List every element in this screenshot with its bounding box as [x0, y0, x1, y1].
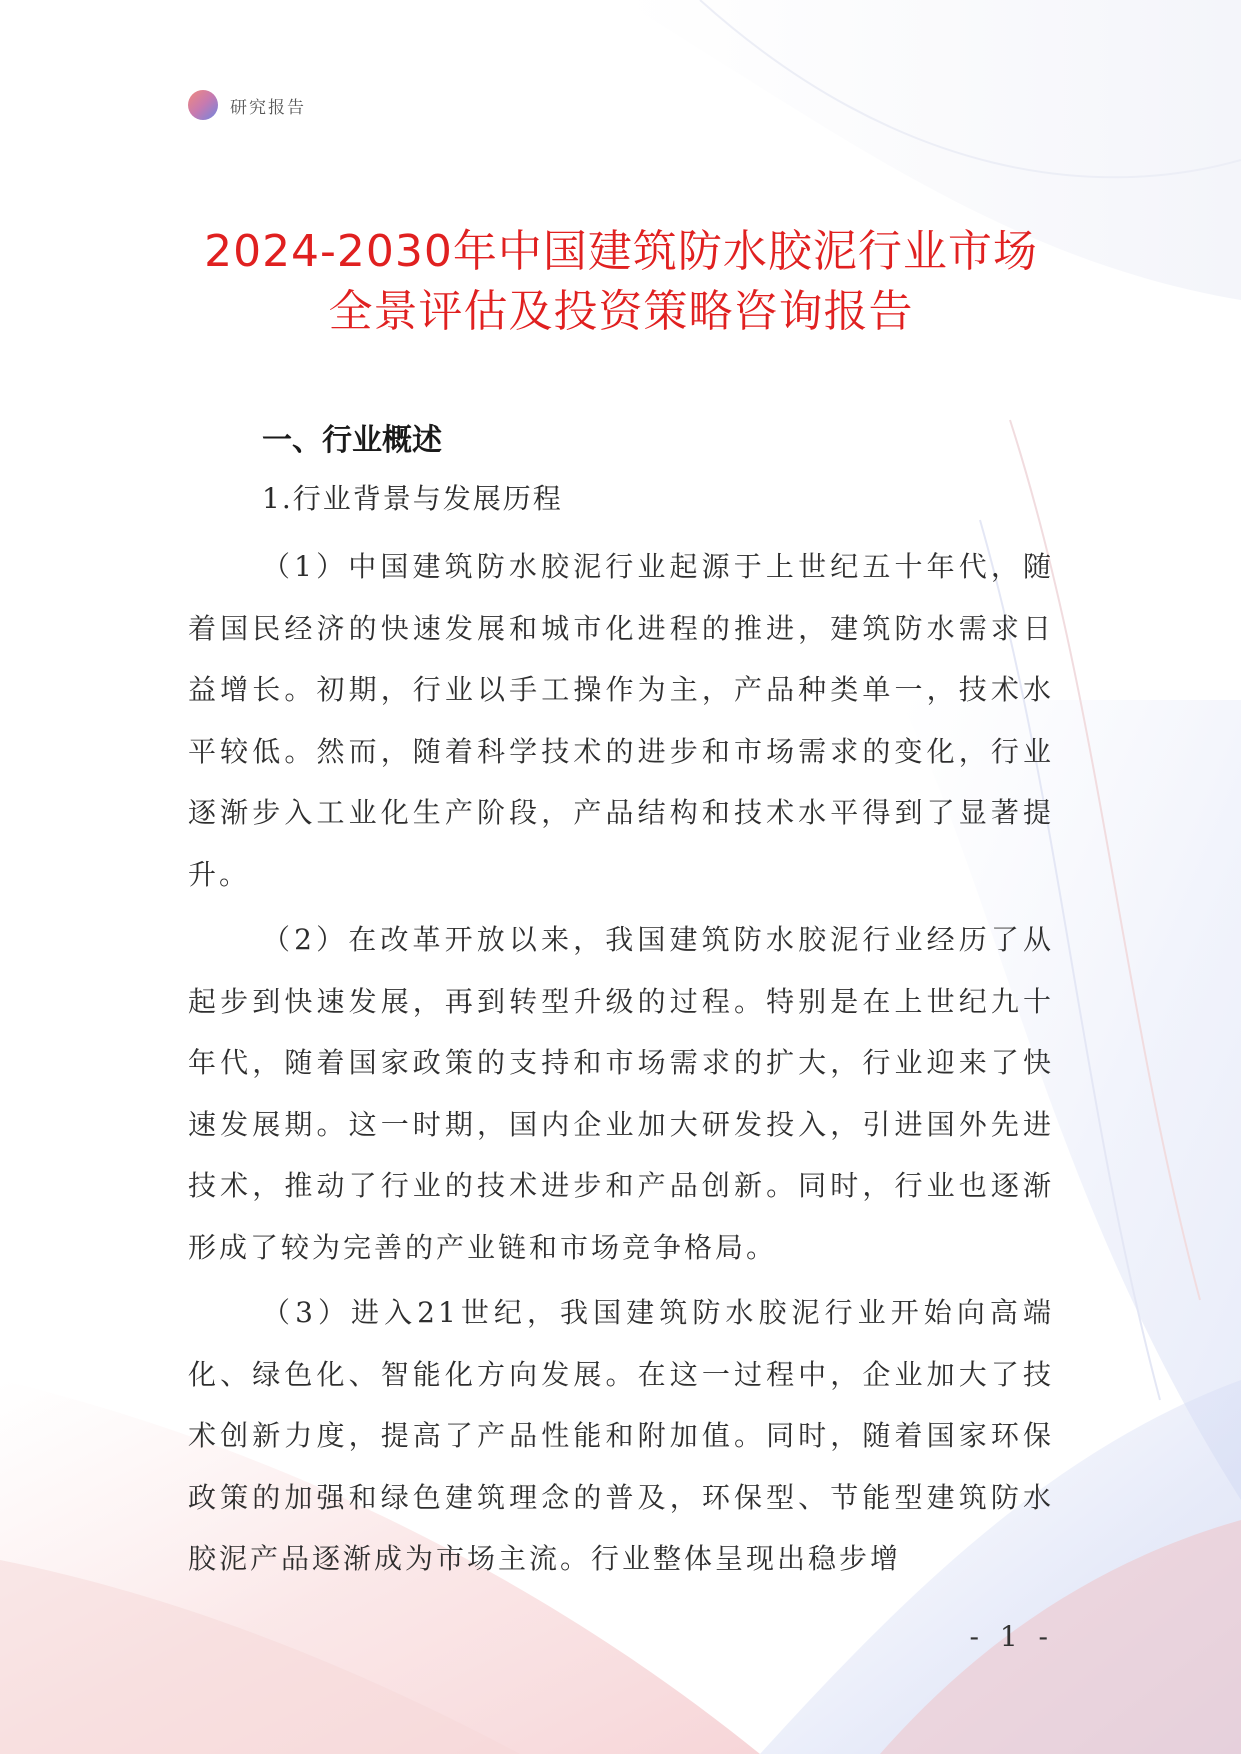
paragraph-3: （3）进入21世纪，我国建筑防水胶泥行业开始向高端化、绿色化、智能化方向发展。在这一过程中，企业加大了技术创新力度，提高了产品性能和附加值。同时，随着国家环保政策的加强和绿色建筑理念的普及，环保型、节能型建筑防水胶泥产品逐渐成为市场主流。行业整体呈现出稳步增: [188, 1296, 1054, 1575]
section-heading: 一、行业概述: [262, 423, 442, 458]
subsection-heading: 1.行业背景与发展历程: [262, 482, 563, 515]
paragraph-1: （1）中国建筑防水胶泥行业起源于上世纪五十年代，随着国民经济的快速发展和城市化进程的推进，建筑防水需求日益增长。初期，行业以手工操作为主，产品种类单一，技术水平较低。然而，随着科学技术的进步和市场需求的变化，行业逐渐步入工业化生产阶段，产品结构和技术水平得到了显著提升。: [188, 550, 1054, 891]
header-label: 研究报告: [230, 97, 306, 118]
report-title: 2024-2030年中国建筑防水胶泥行业市场全景评估及投资策略咨询报告: [204, 226, 1038, 337]
report-body: [188, 416, 1054, 1594]
page-number: - 1 -: [969, 1620, 1054, 1653]
logo-circle-icon: [188, 90, 218, 120]
report-header: [188, 89, 306, 121]
paragraph-2: （2）在改革开放以来，我国建筑防水胶泥行业经历了从起步到快速发展，再到转型升级的过程。特别是在上世纪九十年代，随着国家政策的支持和市场需求的扩大，行业迎来了快速发展期。这一时期，国内企业加大研发投入，引进国外先进技术，推动了行业的技术进步和产品创新。同时，行业也逐渐形成了较为完善的产业链和市场竞争格局。: [188, 923, 1054, 1264]
